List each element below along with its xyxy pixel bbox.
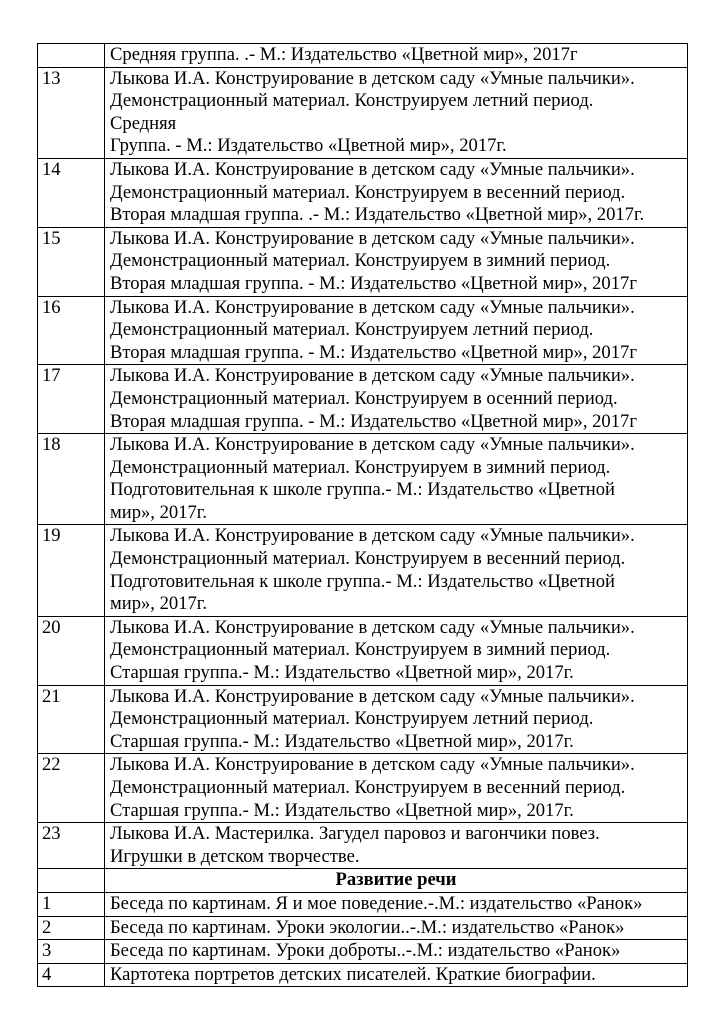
row-number: 3 [38, 940, 105, 964]
row-number: 17 [38, 365, 105, 434]
row-number: 2 [38, 916, 105, 940]
reference-line: Демонстрационный материал. Конструируем в зимний период. [110, 639, 611, 661]
document-page [37, 43, 687, 987]
reference-line: Беседа по картинам. Уроки доброты..-.М.: издательство «Ранок» [110, 940, 621, 962]
reference-line: Картотека портретов детских писателей. Краткие биографии. [110, 963, 596, 985]
table-row [38, 616, 688, 685]
row-number: 19 [38, 525, 105, 616]
reference-line: Демонстрационный материал. Конструируем в весенний период. [110, 777, 626, 798]
row-number: 20 [38, 616, 105, 685]
reference-line: Лыкова И.А. Конструирование в детском саду «Умные пальчики». [110, 296, 635, 318]
reference-text [105, 685, 688, 754]
reference-line: Беседа по картинам. Я и мое поведение.-.М.: издательство «Ранок» [110, 892, 643, 914]
reference-text [105, 916, 688, 940]
section-header-row [38, 869, 688, 893]
row-number: 22 [38, 754, 105, 823]
reference-line: Вторая младшая группа. - М.: Издательство «Цветной мир», 2017г [110, 410, 637, 432]
table-row [38, 892, 688, 916]
reference-line: Демонстрационный материал. Конструируем летний период. [110, 708, 594, 730]
reference-line: Средняя [110, 112, 177, 134]
reference-text [105, 227, 688, 296]
table-row [38, 434, 688, 525]
row-number: 18 [38, 434, 105, 525]
table-row [38, 227, 688, 296]
reference-line: Демонстрационный материал. Конструируем в зимний период. [110, 250, 611, 272]
reference-text [105, 525, 688, 616]
row-number: 4 [38, 963, 105, 987]
table-row [38, 296, 688, 365]
row-number: 1 [38, 892, 105, 916]
table-row [38, 158, 688, 227]
reference-line: Лыкова И.А. Конструирование в детском саду «Умные пальчики». [110, 365, 635, 387]
reference-line: Подготовительная к школе группа.- М.: Издательство «Цветной [110, 479, 615, 501]
reference-text [105, 963, 688, 987]
bibliography-table [37, 43, 688, 987]
reference-line: Лыкова И.А. Конструирование в детском саду «Умные пальчики». [110, 525, 635, 547]
row-number: 14 [38, 158, 105, 227]
reference-line: Демонстрационный материал. Конструируем в зимний период. [110, 456, 611, 478]
reference-line: Лыкова И.А. Конструирование в детском саду «Умные пальчики». [110, 67, 635, 89]
section-title: Развитие речи [105, 869, 688, 893]
reference-text [105, 616, 688, 685]
row-number: 21 [38, 685, 105, 754]
reference-text [105, 44, 688, 68]
reference-line: мир», 2017г. [110, 593, 207, 615]
row-number: 23 [38, 823, 105, 869]
reference-text [105, 67, 688, 158]
table-row [38, 365, 688, 434]
reference-line: Демонстрационный материал. Конструируем в весенний период. [110, 548, 626, 570]
reference-line: Подготовительная к школе группа.- М.: Издательство «Цветной [110, 570, 615, 592]
reference-line: Беседа по картинам. Уроки экологии..-.М.: издательство «Ранок» [110, 916, 625, 938]
reference-line: Вторая младшая группа. - М.: Издательство «Цветной мир», 2017г [110, 272, 637, 294]
reference-line: Лыкова И.А. Конструирование в детском саду «Умные пальчики». [110, 158, 635, 180]
reference-line: Лыкова И.А. Конструирование в детском саду «Умные пальчики». [110, 434, 635, 456]
reference-text [105, 296, 688, 365]
row-number [38, 44, 105, 68]
table-row [38, 685, 688, 754]
reference-line: Лыкова И.А. Мастерилка. Загудел паровоз и вагончики повез. [110, 823, 600, 845]
table-row [38, 67, 688, 158]
reference-text [105, 754, 688, 823]
row-number: 16 [38, 296, 105, 365]
reference-line: Лыкова И.А. Конструирование в детском саду «Умные пальчики». [110, 754, 635, 776]
reference-line: Старшая группа.- М.: Издательство «Цветной мир», 2017г. [110, 662, 574, 684]
reference-text [105, 823, 688, 869]
reference-line: Демонстрационный материал. Конструируем летний период. [110, 319, 594, 341]
reference-line: Средняя группа. .- М.: Издательство «Цветной мир», 2017г [110, 44, 578, 65]
table-row [38, 823, 688, 869]
reference-text [105, 434, 688, 525]
reference-line: Вторая младшая группа. - М.: Издательство «Цветной мир», 2017г [110, 341, 637, 363]
reference-line: Демонстрационный материал. Конструируем в весенний период. [110, 181, 626, 203]
reference-line: Группа. - М.: Издательство «Цветной мир», 2017г. [110, 135, 507, 157]
reference-line: мир», 2017г. [110, 501, 207, 523]
table-row [38, 44, 688, 68]
reference-line: Старшая группа.- М.: Издательство «Цветной мир», 2017г. [110, 730, 574, 752]
reference-line: Лыкова И.А. Конструирование в детском саду «Умные пальчики». [110, 616, 635, 638]
reference-line: Демонстрационный материал. Конструируем в осенний период. [110, 387, 618, 409]
reference-line: Старшая группа.- М.: Издательство «Цветной мир», 2017г. [110, 799, 574, 821]
reference-line: Лыкова И.А. Конструирование в детском саду «Умные пальчики». [110, 227, 635, 249]
table-row [38, 916, 688, 940]
reference-text [105, 158, 688, 227]
reference-line: Лыкова И.А. Конструирование в детском саду «Умные пальчики». [110, 685, 635, 707]
row-number: 15 [38, 227, 105, 296]
reference-text [105, 892, 688, 916]
reference-text [105, 940, 688, 964]
reference-line: Вторая младшая группа. .- М.: Издательство «Цветной мир», 2017г. [110, 204, 645, 226]
table-row [38, 963, 688, 987]
row-number: 13 [38, 67, 105, 158]
reference-line: Игрушки в детском творчестве. [110, 845, 360, 867]
table-row [38, 940, 688, 964]
table-row [38, 754, 688, 823]
table-row [38, 525, 688, 616]
reference-line: Демонстрационный материал. Конструируем летний период. [110, 90, 594, 112]
reference-text [105, 365, 688, 434]
